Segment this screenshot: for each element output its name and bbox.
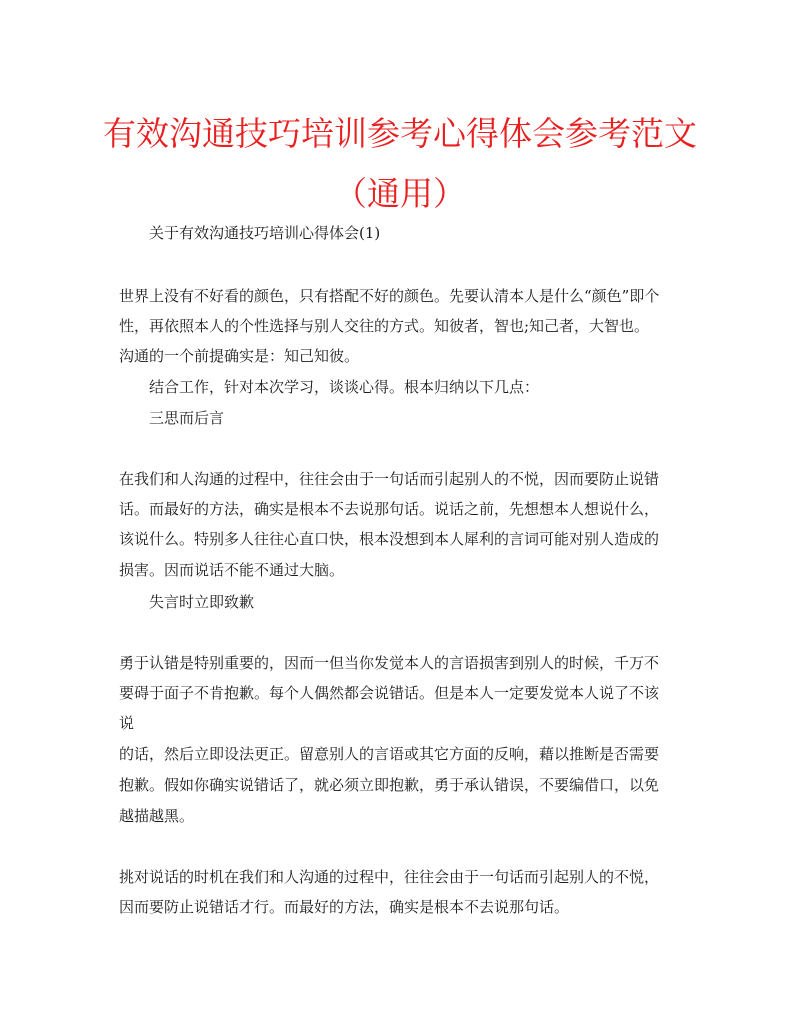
paragraph-line: 挑对说话的时机在我们和人沟通的过程中，往往会由于一句话而引起别人的不悦， [119,868,660,886]
paragraph-line: 要碍于面子不肯抱歉。每个人偶然都会说错话。但是本人一定要发觉本人说了不该 [119,684,660,702]
paragraph-line: 话。而最好的方法，确实是根本不去说那句话。说话之前，先想想本人想说什么， [119,500,660,518]
paragraph-line: 越描越黑。 [119,807,195,825]
paragraph-line: 世界上没有不好看的颜色，只有搭配不好的颜色。先要认清本人是什么“颜色”即个 [119,287,660,305]
section-heading: 关于有效沟通技巧培训心得体会(1) [149,224,381,242]
section-heading: 三思而后言 [149,409,225,427]
paragraph-line: 沟通的一个前提确实是：知己知彼。 [119,347,360,365]
paragraph-line: 损害。因而说话不能不通过大脑。 [119,561,345,579]
paragraph-line: 抱歉。假如你确实说错话了，就必须立即抱歉，勇于承认错误，不要编借口，以免 [119,776,660,794]
document-title-suffix: （通用） [334,174,466,213]
section-heading: 失言时立即致歉 [149,593,255,611]
paragraph-line: 说 [119,714,135,732]
paragraph-line: 因而要防止说错话才行。而最好的方法，确实是根本不去说那句话。 [119,898,570,916]
paragraph-line: 性，再依照本人的个性选择与别人交往的方式。知彼者，智也;知己者，大智也。 [119,317,650,335]
paragraph-line: 的话，然后立即设法更正。留意别人的言语或其它方面的反响，藉以推断是否需要 [119,745,660,763]
paragraph-line: 在我们和人沟通的过程中，往往会由于一句话而引起别人的不悦，因而要防止说错 [119,470,660,488]
document-title: 有效沟通技巧培训参考心得体会参考范文 [103,114,697,153]
paragraph-line: 勇于认错是特别重要的，因而一但当你发觉本人的言语损害到别人的时候，千万不 [119,654,660,672]
paragraph-line: 该说什么。特别多人往往心直口快，根本没想到本人犀利的言词可能对别人造成的 [119,530,660,548]
paragraph-line: 结合工作，针对本次学习，谈谈心得。根本归纳以下几点： [149,378,540,396]
